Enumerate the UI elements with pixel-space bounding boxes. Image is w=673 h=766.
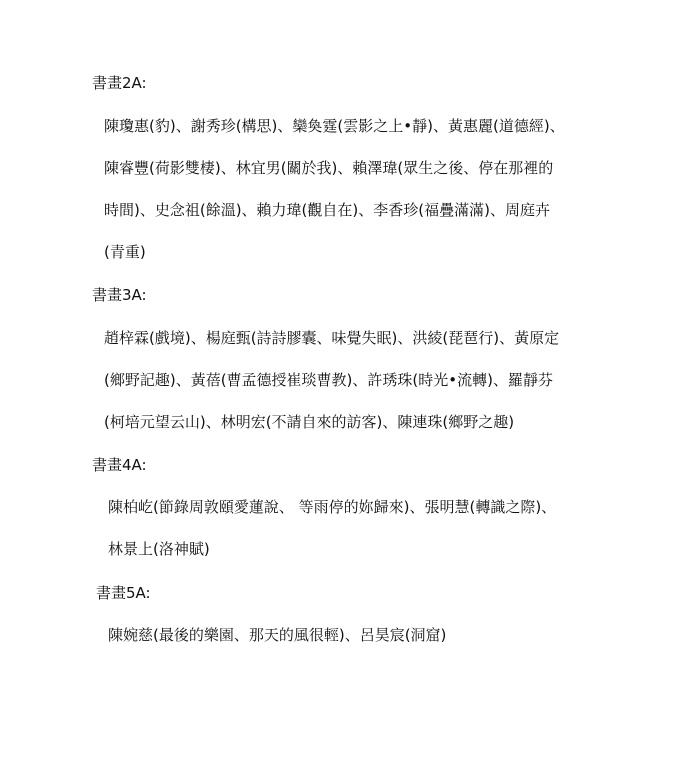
section-4a-line-2: 林景上(洛神賦) xyxy=(108,540,210,558)
section-3a-line-2: (鄉野記趣)、黃蓓(曹孟德授崔琰曹教)、許琇珠(時光•流轉)、羅靜芬 xyxy=(104,371,553,389)
section-4a-line-1: 陳柏屹(節錄周敦頤愛蓮說、 等雨停的妳歸來)、張明慧(轉識之際)、 xyxy=(108,498,557,516)
section-heading-3a: 書畫3A: xyxy=(92,286,147,304)
section-3a-line-1: 趙梓霖(戲境)、楊庭甄(詩詩膠囊、味覺失眠)、洪綾(琵琶行)、黃原定 xyxy=(104,329,560,347)
section-heading-2a: 書畫2A: xyxy=(92,74,147,92)
section-5a-line-1: 陳婉慈(最後的樂園、那天的風很輕)、呂昊宸(洞窟) xyxy=(108,626,447,644)
section-2a-line-1: 陳瓊惠(豹)、謝秀珍(構思)、欒奐霆(雲影之上•靜)、黃惠麗(道德經)、 xyxy=(104,117,565,135)
section-heading-4a: 書畫4A: xyxy=(92,456,147,474)
section-heading-5a: 書畫5A: xyxy=(96,584,151,602)
section-2a-line-3: 時間)、史念祖(餘溫)、賴力瑋(觀自在)、李香珍(福疊滿滿)、周庭卉 xyxy=(104,201,550,219)
section-2a-line-4: (青重) xyxy=(104,243,146,261)
section-3a-line-3: (柯培元望云山)、林明宏(不請自來的訪客)、陳連珠(鄉野之趣) xyxy=(104,413,515,431)
section-2a-line-2: 陳睿豐(荷影雙棲)、林宜男(關於我)、賴澤瑋(眾生之後、停在那裡的 xyxy=(104,159,554,177)
